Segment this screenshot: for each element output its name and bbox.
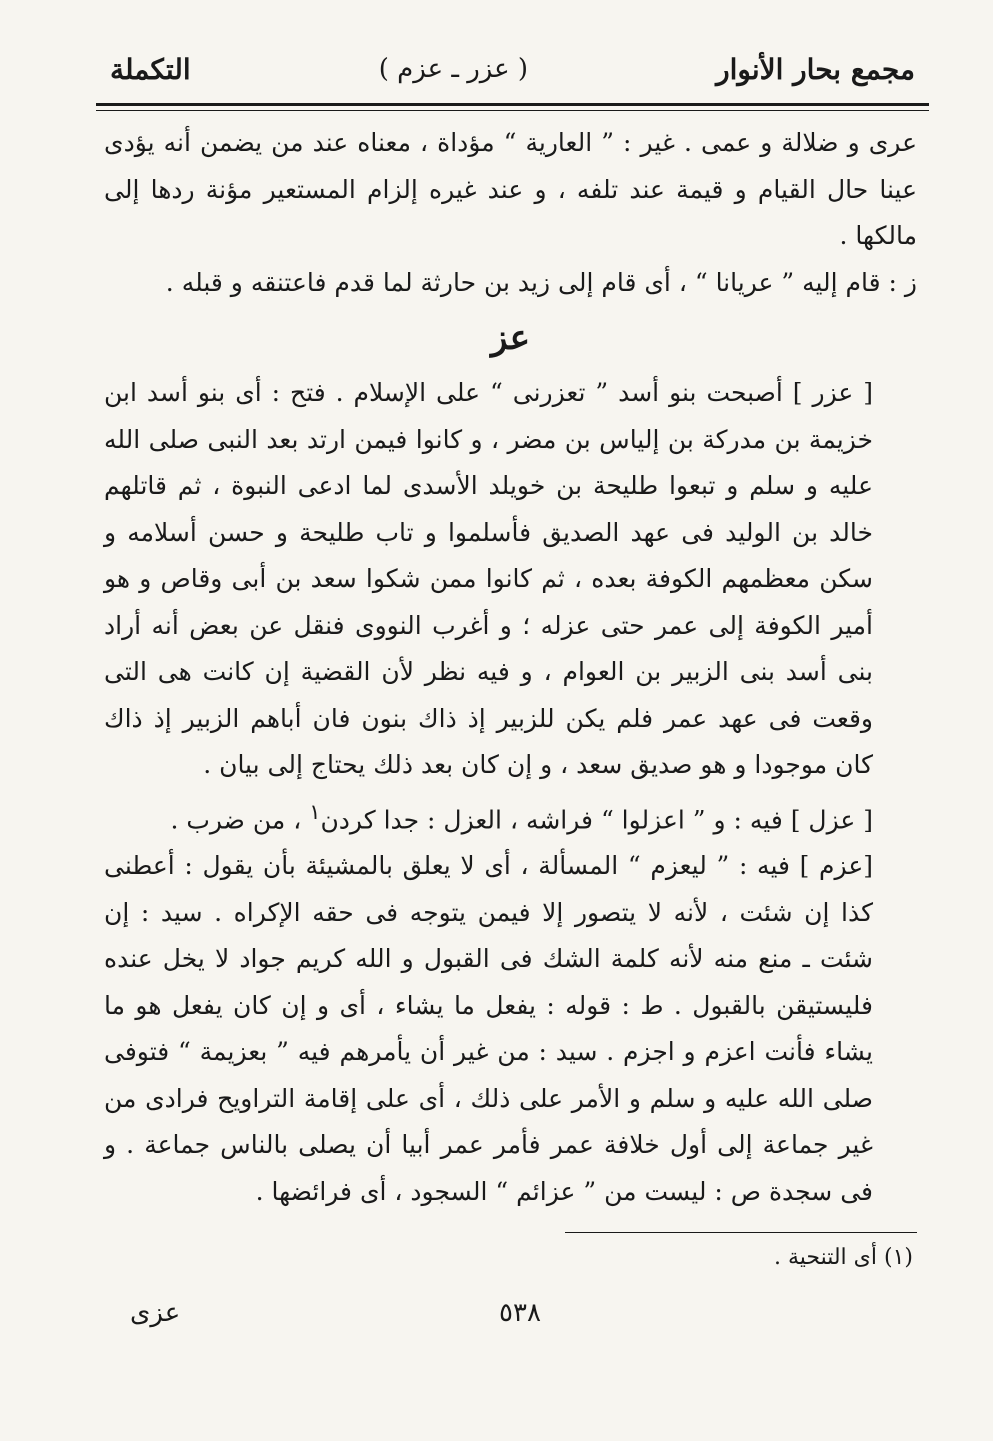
header-entry-range: ( عزر ـ عزم ) <box>378 54 529 84</box>
entry-azala-end: ، من ضرب . <box>170 804 310 834</box>
running-header <box>110 44 915 94</box>
section-heading: عز <box>490 318 531 358</box>
entry-azara: [ عزر ] أصبحت بنو أسد ” تعزرنى “ على الإسلام . فتح : أى بنو أسد ابن خزيمة بن مدركة بن إلياس بن مضر ، و كانوا فيمن ارتد بعد النبى صلى الله عليه و سلم و تبعوا طليحة بن خويلد الأسدى لما ادعى النبوة ، ثم قاتلهم خالد بن الوليد فى عهد الصديق فأسلموا و تاب طليحة و حسن أسلامه و سكن معظمهم الكوفة بعده ، ثم كانوا ممن شكوا سعد بن أبى وقاص و هو أمير الكوفة إلى عمر حتى عزله ؛ و أغرب النووى فنقل عن بعض أنه أراد بنى أسد بنى الزبير بن العوام ، و فيه نظر لأن القضية إن كانت هى التى وقعت فى عهد عمر فلم يكن للزبير إذ ذاك بنون فان أباهم الزبير إذ ذاك كان موجودا و هو صديق سعد ، و إن كان بعد ذلك يحتاج إلى بيان . <box>104 378 873 779</box>
main-text <box>104 120 917 1215</box>
entry-azala <box>104 789 917 844</box>
entry-azama: [عزم ] فيه : ” ليعزم “ المسألة ، أى لا يعلق بالمشيئة بأن يقول : أعطنى كذا إن شئت ، لأنه لا يتصور إلا فيمن يتوجه فى حقه الإكراه . سيد : إن شئت ـ منع منه لأنه كلمة الشك فى القبول و الله كريم جواد لا يخل عنده فليستيقن بالقبول . ط : قوله : يفعل ما يشاء ، أى و إن كان يفعل هو ما يشاء فأنت اعزم و اجزم . سيد : من غير أن يأمرهم فيه ” بعزيمة “ فتوفى صلى الله عليه و سلم و الأمر على ذلك ، أى على إقامة التراويح فرادى من غير جماعة إلى أول خلافة عمر فأمر عمر أبيا أن يصلى بالناس جماعة . و فى سجدة ص : ليست من ” عزائم “ السجود ، أى فرائضها . <box>104 851 873 1206</box>
footnote: (١) أى التنحية . <box>773 1245 913 1270</box>
header-rule-thick <box>96 103 929 106</box>
footnote-rule <box>565 1232 917 1233</box>
catchword: عزى <box>130 1298 181 1328</box>
footnote-marker: ١ <box>309 799 321 824</box>
paragraph-continuation: عرى و ضلالة و عمى . غير : ” العارية “ مؤداة ، معناه عند من يضمن أنه يؤدى عينا حال القيام و قيمة عند تلفه ، و عند غيره إلزام المستعير مؤنة ردها إلى مالكها . <box>104 128 917 250</box>
header-book-title: مجمع بحار الأنوار <box>716 52 915 86</box>
page-number: ٥٣٨ <box>499 1298 541 1328</box>
paragraph-zay: ز : قام إليه ” عريانا “ ، أى قام إلى زيد بن حارثة لما قدم فاعتنقه و قبله . <box>165 267 917 297</box>
entry-azala-text: [ عزل ] فيه : و ” اعزلوا “ فراشه ، العزل : جدا كردن <box>320 804 873 834</box>
header-rule-thin <box>96 110 929 111</box>
header-section-title: التكملة <box>110 52 191 86</box>
